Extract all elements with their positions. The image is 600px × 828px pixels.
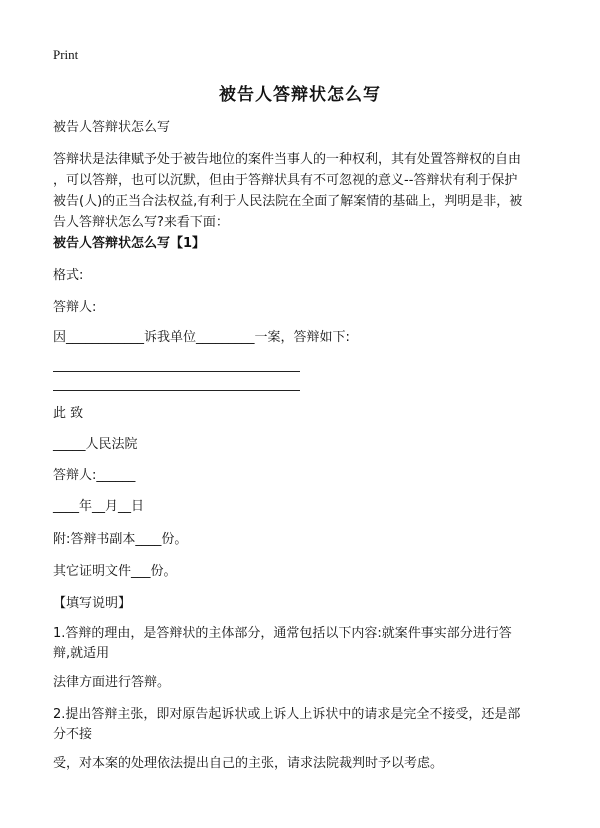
intro-paragraph xyxy=(53,149,553,233)
respondent-label: 答辩人: xyxy=(53,300,97,315)
date-line: ____年__月__日 xyxy=(53,499,145,514)
intro-line: 告人答辩状怎么写?来看下面： xyxy=(53,215,229,230)
section-heading: 被告人答辩状怎么写【1】 xyxy=(53,236,206,251)
court-line: _____人民法院 xyxy=(53,437,138,452)
intro-line: 答辩状是法律赋予处于被告地位的案件当事人的一种权利，其有处置答辩权的自由 xyxy=(53,152,522,167)
print-link[interactable]: Print xyxy=(53,47,79,62)
note-2 xyxy=(53,705,553,745)
note-1 xyxy=(53,624,553,664)
salutation: 此 致 xyxy=(53,406,84,421)
cause-line: 因____________诉我单位_________一案，答辩如下: xyxy=(53,330,350,345)
intro-line: ，可以答辩，也可以沉默，但由于答辩状具有不可忽视的意义--答辩状有利于保护 xyxy=(53,173,518,188)
note-1-continued: 法律方面进行答辩。 xyxy=(53,675,171,690)
blank-answer-line xyxy=(53,371,300,372)
attachment-copies: 附:答辩书副本____份。 xyxy=(53,532,188,547)
intro-line: 被告(人)的正当合法权益,有利于人民法院在全面了解案情的基础上，判明是非，被 xyxy=(53,194,523,209)
subtitle: 被告人答辩状怎么写 xyxy=(53,120,171,135)
format-label: 格式: xyxy=(53,268,84,283)
document-title: 被告人答辩状怎么写 xyxy=(219,85,381,105)
blank-answer-line xyxy=(53,390,300,391)
note-2-line: 2.提出答辩主张，即对原告起诉状或上诉人上诉状中的请求是完全不接受，还是部 xyxy=(53,707,521,722)
note-2-continued: 受，对本案的处理依法提出自己的主张，请求法院裁判时予以考虑。 xyxy=(53,756,444,771)
note-1-line: 1.答辩的理由，是答辩状的主体部分，通常包括以下内容:就案件事实部分进行答 xyxy=(53,626,512,641)
other-documents: 其它证明文件___份。 xyxy=(53,564,177,579)
note-1-line: 辩,就适用 xyxy=(53,646,110,661)
signature-line: 答辩人:______ xyxy=(53,468,136,483)
note-2-line: 分不接 xyxy=(53,727,93,742)
instructions-heading: 【填写说明】 xyxy=(53,596,132,611)
